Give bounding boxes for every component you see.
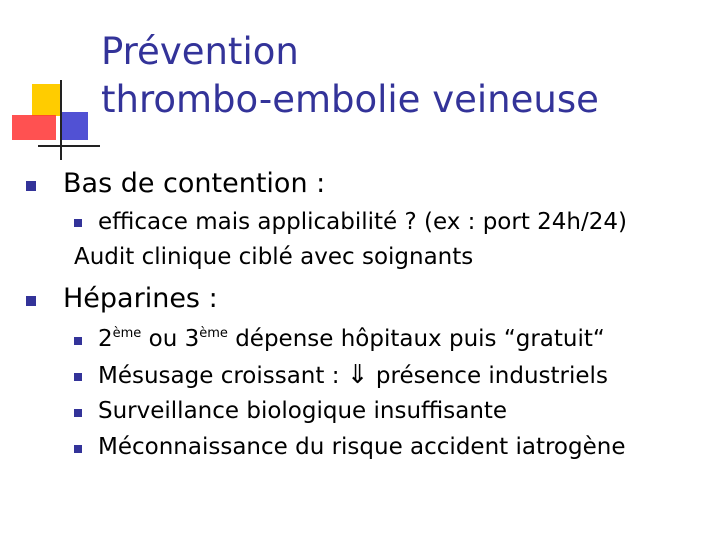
- bullet-square-icon: [74, 445, 82, 453]
- bullet-square-icon: [26, 296, 36, 306]
- double-down-arrow-icon: ⇓: [346, 360, 369, 390]
- section2-item1: [98, 325, 605, 353]
- section2-item3: Surveillance biologique insuffisante: [98, 398, 508, 424]
- item1-mid: ou 3: [141, 326, 200, 352]
- item1-sup1: ème: [112, 326, 142, 341]
- section1-heading: Bas de contention :: [63, 168, 326, 199]
- section2-item2: [98, 361, 608, 390]
- item2-after: présence industriels: [368, 363, 608, 389]
- section1-note: Audit clinique ciblé avec soignants: [74, 244, 474, 270]
- bullet-square-icon: [74, 337, 82, 345]
- item1-num1: 2: [98, 326, 113, 352]
- title-line-1: Prévention: [101, 30, 299, 73]
- title-line-2: thrombo-embolie veineuse: [101, 78, 599, 121]
- bullet-square-icon: [74, 409, 82, 417]
- item1-rest: dépense hôpitaux puis “gratuit“: [227, 326, 605, 352]
- bullet-square-icon: [74, 219, 82, 227]
- slide-title: [101, 28, 599, 124]
- bullet-square-icon: [26, 181, 36, 191]
- logo-blue-square: [60, 112, 88, 140]
- section1-item1: efficace mais applicabilité ? (ex : port 24h/24): [98, 209, 627, 235]
- decorative-logo: [0, 0, 100, 170]
- section2-heading: Héparines :: [63, 283, 218, 314]
- logo-yellow-square: [32, 84, 60, 116]
- item1-sup2: ème: [199, 326, 228, 341]
- bullet-square-icon: [74, 373, 82, 381]
- logo-red-square: [12, 115, 56, 140]
- item2-before: Mésusage croissant :: [98, 363, 347, 389]
- section2-item4: Méconnaissance du risque accident iatrogène: [98, 434, 626, 460]
